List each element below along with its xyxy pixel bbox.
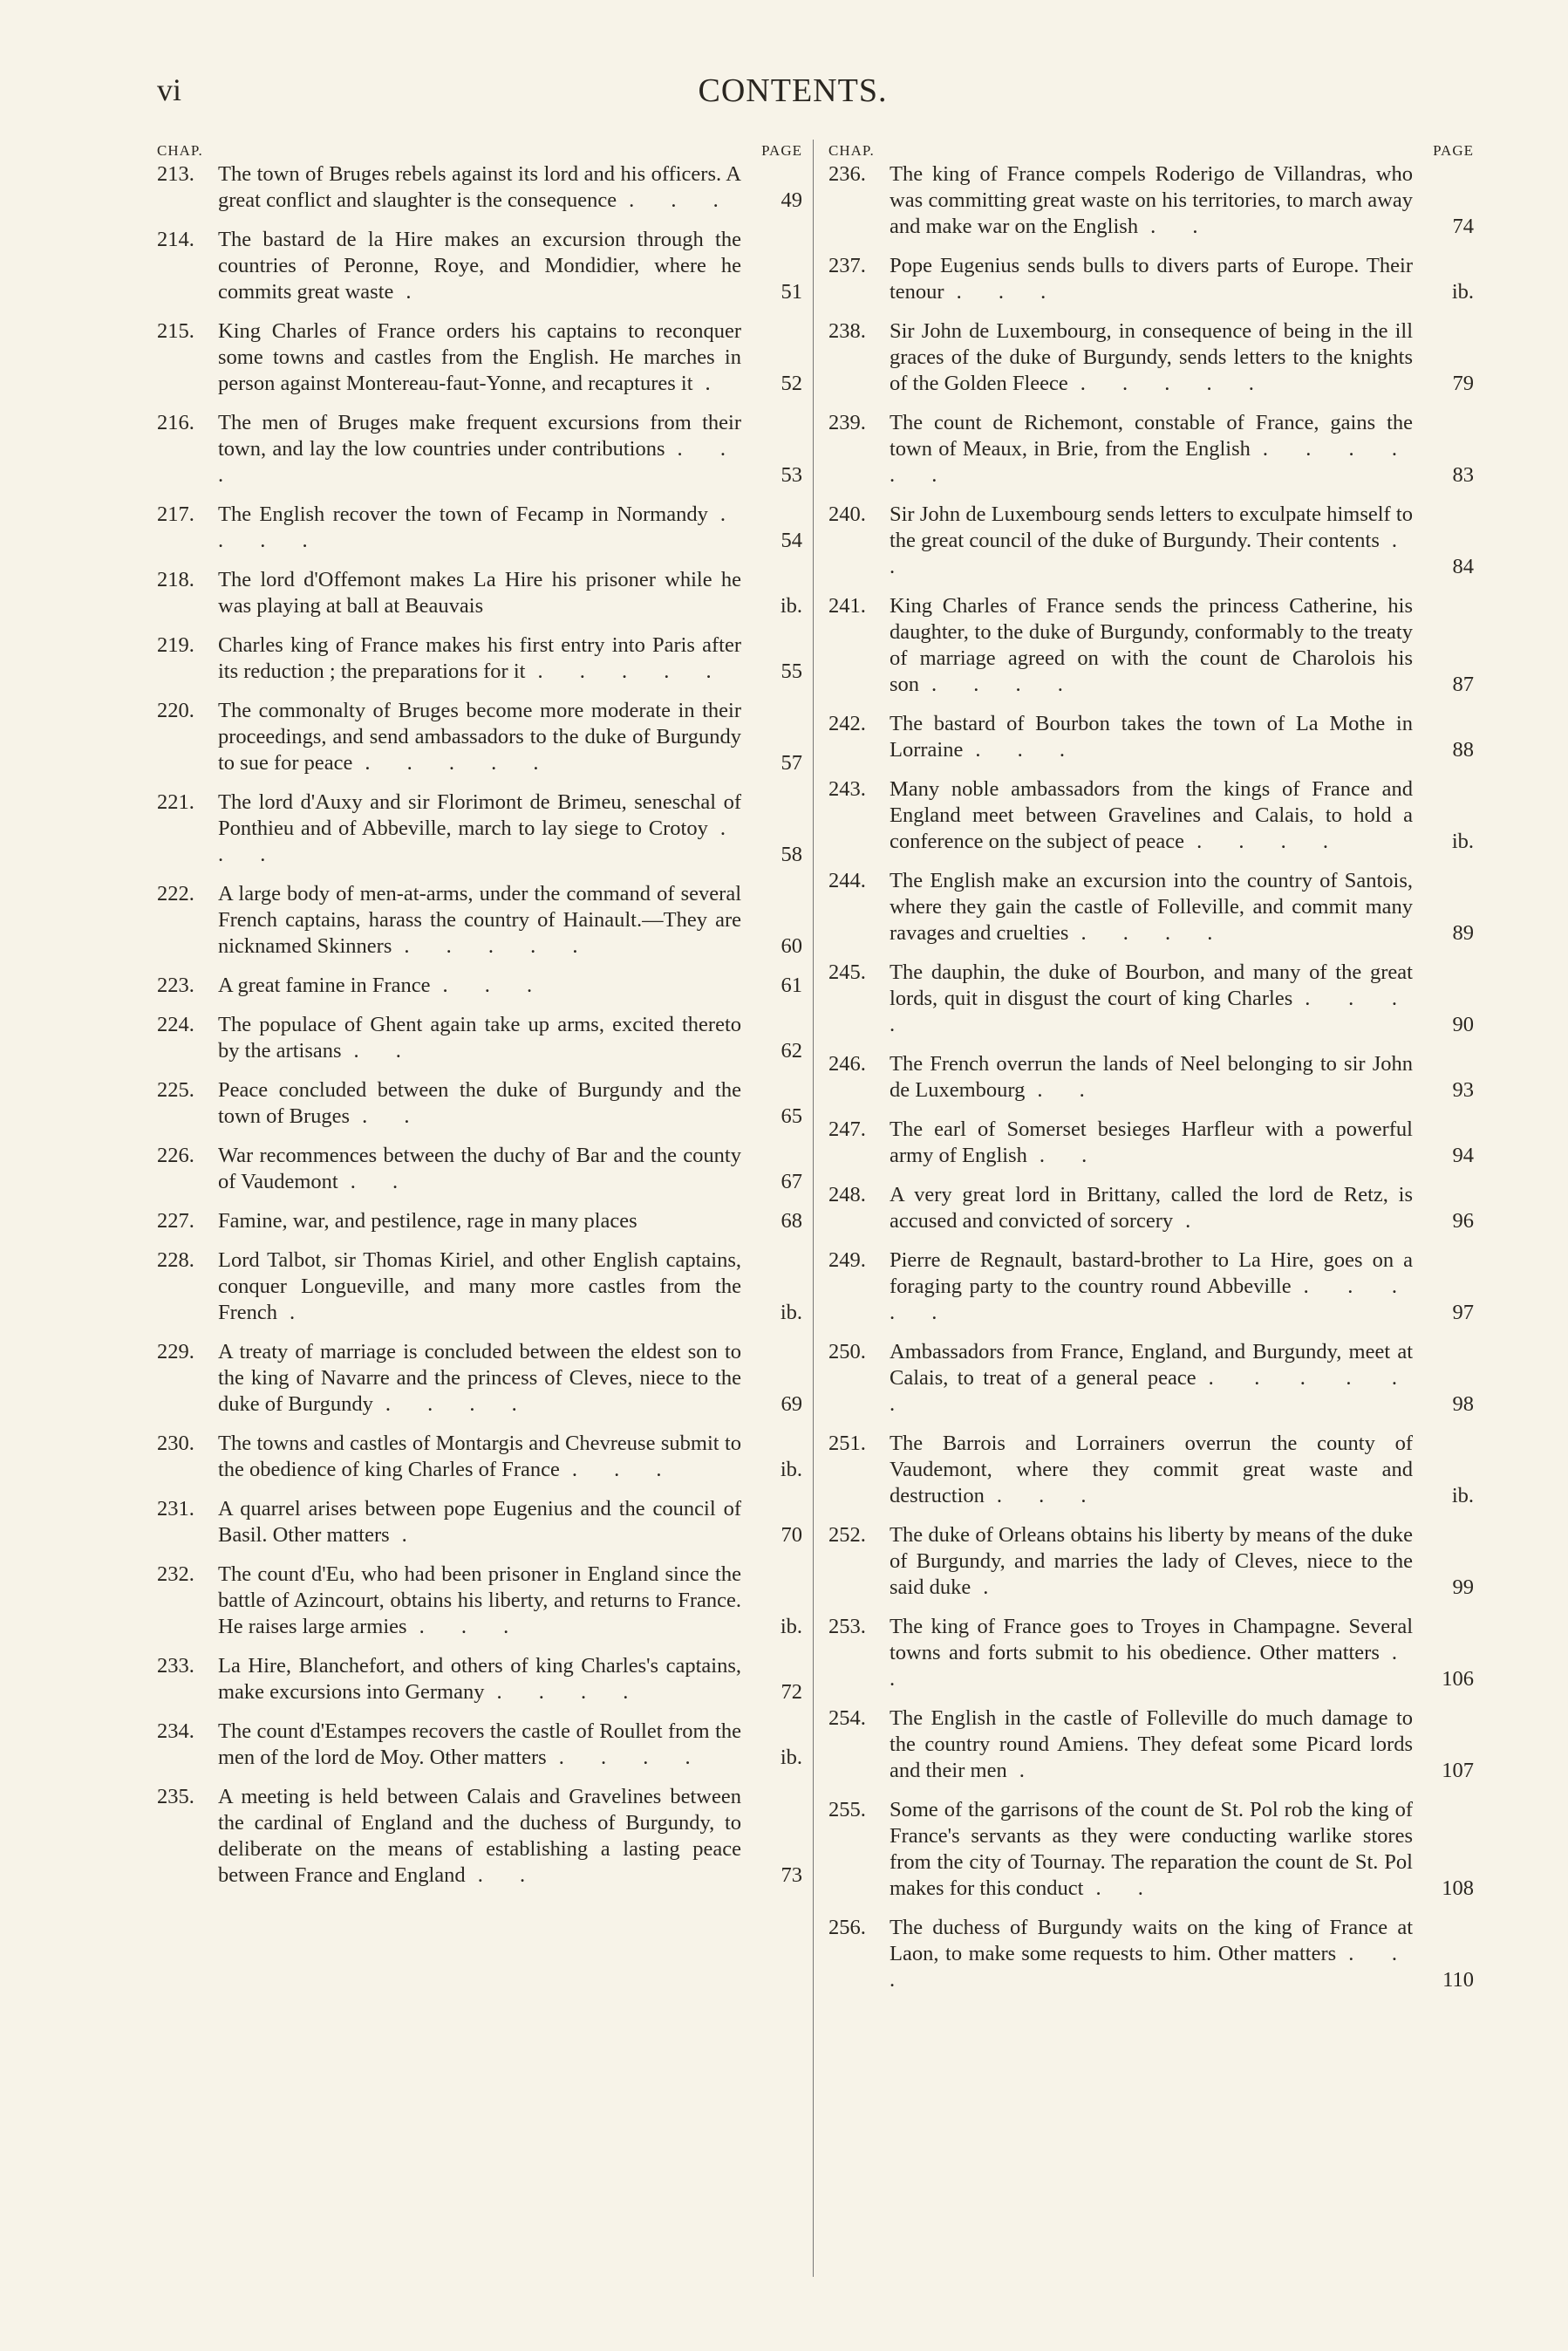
dot-leader: . — [290, 1301, 311, 1324]
page-number: 74 — [1452, 215, 1474, 238]
chapter-number: 246. — [828, 1052, 866, 1076]
chapter-title: The duke of Orleans obtains his liberty by means of the duke of Burgundy, and marries the lady of Cleves, niece to the said duke . — [890, 1523, 1413, 1599]
folio-number: vi — [157, 72, 182, 107]
dot-leader: . . . . — [890, 987, 1414, 1036]
contents-entry — [157, 1562, 802, 1640]
dot-leader: . . — [1150, 215, 1214, 238]
page-number: 69 — [781, 1392, 802, 1416]
chapter-title: The earl of Somerset besieges Harfleur with a powerful army of English . . — [890, 1117, 1413, 1167]
dot-leader: . . . — [956, 280, 1062, 304]
contents-entry — [157, 1339, 802, 1418]
contents-entry — [828, 161, 1474, 240]
chapter-number: 233. — [157, 1654, 194, 1678]
contents-entry — [828, 868, 1474, 947]
contents-entry — [828, 711, 1474, 763]
chapter-title: The towns and castles of Montargis and Chevreuse submit to the obedience of king Charles of France . . . — [218, 1432, 741, 1481]
chapter-title: The French overrun the lands of Neel belonging to sir John de Luxembourg . . — [890, 1052, 1413, 1102]
page-header — [157, 72, 1428, 115]
chapter-number: 222. — [157, 882, 194, 906]
page-number: 61 — [781, 974, 802, 997]
dot-leader: . . — [1037, 1078, 1101, 1102]
contents-entry — [828, 1051, 1474, 1104]
contents-entry — [157, 1077, 802, 1130]
chapter-number: 236. — [828, 162, 866, 186]
dot-leader: . . . . . — [1080, 372, 1270, 395]
chapter-title: The lord d'Offemont makes La Hire his prisoner while he was playing at ball at Beauvais — [218, 568, 741, 618]
dot-leader: . . . . . . — [890, 437, 1414, 487]
dot-leader: . . — [353, 1039, 417, 1063]
chapter-title: Lord Talbot, sir Thomas Kiriel, and other English captains, conquer Longueville, and many more castles from the French . — [218, 1248, 741, 1324]
dot-leader: . . — [362, 1104, 426, 1128]
chapter-title: The count de Richemont, constable of France, gains the town of Meaux, in Brie, from the English . . . . . . — [890, 411, 1414, 487]
chapter-title: The English recover the town of Fecamp in Normandy . . . . — [218, 502, 741, 552]
page-number: 94 — [1452, 1144, 1474, 1167]
chapter-number: 220. — [157, 699, 194, 722]
chapter-number: 237. — [828, 254, 866, 277]
chapter-number: 238. — [828, 319, 866, 343]
contents-entry — [157, 698, 802, 776]
chapter-title: The commonalty of Bruges become more moderate in their proceedings, and send ambassadors to the duke of Burgundy to sue for peace . . . . . — [218, 699, 741, 775]
dot-leader: . . . — [442, 974, 549, 997]
chapter-number: 245. — [828, 960, 866, 984]
chapter-title: The bastard of Bourbon takes the town of La Mothe in Lorraine . . . — [890, 712, 1413, 762]
chap-label: CHAP. — [157, 142, 203, 159]
dot-leader: . . . — [571, 1458, 678, 1481]
chapter-title: La Hire, Blanchefort, and others of king Charles's captains, make excursions into Germany . . . . — [218, 1654, 741, 1704]
contents-entry — [157, 318, 802, 397]
chapter-number: 248. — [828, 1183, 866, 1206]
dot-leader: . . — [1039, 1144, 1103, 1167]
chapter-number: 223. — [157, 974, 194, 997]
page-number: 110 — [1442, 1968, 1474, 1992]
page-number: ib. — [780, 1301, 802, 1324]
page-number: 79 — [1452, 372, 1474, 395]
chapter-title: Pierre de Regnault, bastard-brother to La Hire, goes on a foraging party to the country round Abbeville . . . . . — [890, 1248, 1413, 1324]
page-label: PAGE — [1433, 142, 1474, 159]
chapter-number: 221. — [157, 790, 194, 814]
chapter-title: The count d'Eu, who had been prisoner in England since the battle of Azincourt, obtains his liberty, and returns to France. He raises large armies . . . — [218, 1562, 741, 1638]
contents-entry — [828, 1247, 1474, 1326]
dot-leader: . — [401, 1523, 423, 1547]
page-number: 107 — [1442, 1759, 1474, 1782]
contents-entry — [157, 1431, 802, 1483]
page-number: 54 — [781, 529, 802, 552]
chapter-number: 214. — [157, 228, 194, 251]
chapter-title: Famine, war, and pestilence, rage in many places — [218, 1209, 637, 1233]
contents-entry — [828, 1117, 1474, 1169]
chapter-number: 251. — [828, 1432, 866, 1455]
page-number: 96 — [1452, 1209, 1474, 1233]
chapter-title: The English in the castle of Folleville do much damage to the country round Amiens. They defeat some Picard lords and their men . — [890, 1706, 1413, 1782]
contents-entry — [828, 1431, 1474, 1509]
contents-entry — [828, 1614, 1474, 1692]
page-number: ib. — [1451, 1484, 1474, 1507]
chapter-number: 218. — [157, 568, 194, 591]
chapter-title: Sir John de Luxembourg sends letters to exculpate himself to the great council of the duke of Burgundy. Their contents . . — [890, 502, 1413, 578]
dot-leader: . — [705, 372, 726, 395]
dot-leader: . . . . . — [537, 660, 727, 683]
contents-column-right — [828, 135, 1474, 2006]
dot-leader: . . . . — [218, 502, 741, 552]
chapter-number: 255. — [828, 1798, 866, 1821]
dot-leader: . . — [890, 1641, 1413, 1691]
dot-leader: . . . . . — [365, 751, 555, 775]
dot-leader: . . . . — [385, 1392, 533, 1416]
page-number: 53 — [781, 463, 802, 487]
chapter-number: 252. — [828, 1523, 866, 1547]
contents-entry — [828, 1522, 1474, 1601]
dot-leader: . . — [477, 1863, 542, 1887]
page-number: ib. — [780, 1458, 802, 1481]
contents-entry — [157, 1719, 802, 1771]
page-number: ib. — [1451, 280, 1474, 304]
chapter-title: A quarrel arises between pope Eugenius and the council of Basil. Other matters . — [218, 1497, 741, 1547]
dot-leader: . . . — [218, 437, 741, 487]
dot-leader: . . . . . . — [890, 1366, 1414, 1416]
contents-entry — [828, 960, 1474, 1038]
contents-column-left — [157, 135, 802, 1902]
chapter-title: Some of the garrisons of the count de St. Pol rob the king of France's servants as they were conducting warlike stores from the city of Tournay. The reparation the count de St. Pol makes for this conduct . . — [890, 1798, 1413, 1900]
page-number: 108 — [1442, 1876, 1474, 1900]
dot-leader: . . . . — [496, 1680, 644, 1704]
chapter-number: 254. — [828, 1706, 866, 1730]
contents-entry — [828, 1339, 1474, 1418]
page-number: ib. — [780, 1615, 802, 1638]
chapter-number: 239. — [828, 411, 866, 434]
chapter-title: A meeting is held between Calais and Gravelines between the cardinal of England and the duchess of Burgundy, to deliberate on the means of establishing a lasting peace between France and England . . — [218, 1785, 741, 1887]
dot-leader: . . . . — [931, 673, 1079, 696]
dot-leader: . . . . — [1081, 921, 1229, 945]
dot-leader: . . . . . — [404, 934, 594, 958]
dot-leader: . — [1019, 1759, 1040, 1782]
contents-entry — [828, 1182, 1474, 1234]
chapter-title: Many noble ambassadors from the kings of France and England meet between Gravelines and Calais, to hold a conference on the subject of peace . . . . — [890, 777, 1413, 853]
page-number: 99 — [1452, 1575, 1474, 1599]
page-number: 88 — [1452, 738, 1474, 762]
page-number: 55 — [781, 660, 802, 683]
chapter-number: 231. — [157, 1497, 194, 1521]
column-divider — [813, 140, 814, 2277]
contents-entry — [157, 1012, 802, 1064]
chapter-number: 240. — [828, 502, 866, 526]
page-number: 97 — [1452, 1301, 1474, 1324]
chapter-title: A large body of men-at-arms, under the command of several French captains, harass the country of Hainault.—They are nicknamed Skinners . . . . . — [218, 882, 741, 958]
contents-entry — [157, 1496, 802, 1548]
dot-leader: . — [1185, 1209, 1207, 1233]
page-number: 70 — [781, 1523, 802, 1547]
chapter-title: The town of Bruges rebels against its lord and his officers. A great conflict and slaughter is the consequence . . . — [218, 162, 741, 212]
page-label: PAGE — [761, 142, 802, 159]
chapter-number: 219. — [157, 633, 194, 657]
chapter-title: Charles king of France makes his first entry into Paris after its reduction ; the preparations for it . . . . . — [218, 633, 741, 683]
page-number: 60 — [781, 934, 802, 958]
chapter-title: Sir John de Luxembourg, in consequence of being in the ill graces of the duke of Burgundy, sends letters to the knights of the Golden Fleece . . . . . — [890, 319, 1413, 395]
chapter-number: 216. — [157, 411, 194, 434]
chapter-title: Ambassadors from France, England, and Burgundy, meet at Calais, to treat of a general peace . . . . . . — [890, 1340, 1414, 1416]
chapter-number: 229. — [157, 1340, 194, 1363]
contents-entry — [157, 881, 802, 960]
contents-entry — [157, 410, 802, 489]
column-heading — [157, 135, 802, 161]
chapter-number: 228. — [157, 1248, 194, 1272]
page-number: 65 — [781, 1104, 802, 1128]
dot-leader: . . . — [629, 188, 734, 212]
chapter-title: King Charles of France orders his captains to reconquer some towns and castles from the English. He marches in person against Montereau-faut-Yonne, and recaptures it . — [218, 319, 741, 395]
chapter-number: 226. — [157, 1144, 194, 1167]
page-number: 89 — [1452, 921, 1474, 945]
chapter-number: 225. — [157, 1078, 194, 1102]
chapter-title: A very great lord in Brittany, called the lord de Retz, is accused and convicted of sorcery . — [890, 1183, 1413, 1233]
dot-leader: . — [406, 280, 427, 304]
chapter-number: 217. — [157, 502, 194, 526]
page-number: ib. — [780, 594, 802, 618]
chapter-title: The king of France goes to Troyes in Champagne. Several towns and forts submit to his obedience. Other matters . . — [890, 1615, 1413, 1691]
contents-entry — [157, 227, 802, 305]
page-number: 58 — [781, 843, 802, 866]
chapter-number: 235. — [157, 1785, 194, 1808]
chapter-title: The Barrois and Lorrainers overrun the county of Vaudemont, where they commit great waste and destruction . . . — [890, 1432, 1413, 1507]
contents-entry — [157, 1653, 802, 1705]
chapter-title: A treaty of marriage is concluded between the eldest son to the king of Navarre and the princess of Cleves, niece to the duke of Burgundy . . . . — [218, 1340, 741, 1416]
chapter-title: The dauphin, the duke of Bourbon, and many of the great lords, quit in disgust the court of king Charles . . . . — [890, 960, 1414, 1036]
contents-entry — [157, 632, 802, 685]
chapter-title: The count d'Estampes recovers the castle of Roullet from the men of the lord de Moy. Other matters . . . . — [218, 1719, 741, 1769]
contents-entry — [157, 789, 802, 868]
contents-entry — [828, 1705, 1474, 1784]
contents-entry — [828, 1915, 1474, 1993]
contents-entry — [157, 1784, 802, 1889]
chapter-number: 249. — [828, 1248, 866, 1272]
chapter-title: The lord d'Auxy and sir Florimont de Brimeu, seneschal of Ponthieu and of Abbeville, march to lay siege to Crotoy . . . — [218, 790, 741, 866]
chapter-number: 227. — [157, 1209, 194, 1233]
contents-entry — [157, 502, 802, 554]
running-title: CONTENTS. — [698, 72, 888, 109]
contents-entry — [828, 1797, 1474, 1902]
chapter-title: The duchess of Burgundy waits on the king of France at Laon, to make some requests to him. Other matters . . . — [890, 1916, 1413, 1992]
contents-entry — [828, 502, 1474, 580]
chapter-title: Peace concluded between the duke of Burgundy and the town of Bruges . . — [218, 1078, 741, 1128]
chapter-title: King Charles of France sends the princess Catherine, his daughter, to the duke of Burgundy, conformably to the treaty of marriage agreed on with the count de Charolois his son . . . . — [890, 594, 1413, 696]
page-number: 98 — [1452, 1392, 1474, 1416]
dot-leader: . . — [890, 529, 1413, 578]
contents-entry — [157, 161, 802, 214]
chapter-number: 224. — [157, 1013, 194, 1036]
page-number: 87 — [1452, 673, 1474, 696]
contents-entry — [157, 1143, 802, 1195]
contents-entry — [157, 1208, 802, 1234]
dot-leader: . . . . — [558, 1746, 706, 1769]
chapter-number: 243. — [828, 777, 866, 801]
page-number: 52 — [781, 372, 802, 395]
page-number: 72 — [781, 1680, 802, 1704]
page-number: 62 — [781, 1039, 802, 1063]
chapter-title: The men of Bruges make frequent excursions from their town, and lay the low countries under contributions . . . — [218, 411, 741, 487]
page-number: ib. — [1451, 830, 1474, 853]
chapter-title: The English make an excursion into the country of Santois, where they gain the castle of Folleville, and commit many ravages and cruelties . . . . — [890, 869, 1413, 945]
dot-leader: . . . . . — [890, 1275, 1413, 1324]
dot-leader: . . . — [975, 738, 1081, 762]
page-number: 83 — [1452, 463, 1474, 487]
dot-leader: . . . — [419, 1615, 525, 1638]
dot-leader: . . . — [218, 817, 741, 866]
chapter-title: Pope Eugenius sends bulls to divers parts of Europe. Their tenour . . . — [890, 254, 1413, 304]
page-number: 73 — [781, 1863, 802, 1887]
chapter-title: The populace of Ghent again take up arms, excited thereto by the artisans . . — [218, 1013, 741, 1063]
contents-entry — [157, 1247, 802, 1326]
page-number: 57 — [781, 751, 802, 775]
chapter-title: War recommences between the duchy of Bar and the county of Vaudemont . . — [218, 1144, 741, 1193]
page-number: ib. — [780, 1746, 802, 1769]
chapter-number: 256. — [828, 1916, 866, 1939]
dot-leader: . . . — [996, 1484, 1102, 1507]
chapter-number: 250. — [828, 1340, 866, 1363]
page-number: 67 — [781, 1170, 802, 1193]
dot-leader: . . . . — [1196, 830, 1344, 853]
chapter-title: A great famine in France . . . — [218, 974, 549, 997]
chapter-number: 241. — [828, 594, 866, 618]
page-number: 90 — [1452, 1013, 1474, 1036]
contents-entry — [828, 776, 1474, 855]
contents-entry — [828, 253, 1474, 305]
chapter-number: 230. — [157, 1432, 194, 1455]
chapter-number: 215. — [157, 319, 194, 343]
contents-entry — [828, 593, 1474, 698]
dot-leader: . . . — [890, 1942, 1413, 1992]
chapter-number: 253. — [828, 1615, 866, 1638]
dot-leader: . — [983, 1575, 1005, 1599]
page-number: 68 — [781, 1209, 802, 1233]
page-number: 51 — [781, 280, 802, 304]
page-number: 106 — [1442, 1667, 1474, 1691]
chapter-number: 242. — [828, 712, 866, 735]
dot-leader: . . — [350, 1170, 414, 1193]
column-heading — [828, 135, 1474, 161]
chapter-number: 213. — [157, 162, 194, 186]
chapter-number: 247. — [828, 1117, 866, 1141]
chapter-number: 244. — [828, 869, 866, 892]
page-number: 93 — [1452, 1078, 1474, 1102]
chapter-title: The bastard de la Hire makes an excursion through the countries of Peronne, Roye, and Mondidier, where he commits great waste . — [218, 228, 741, 304]
page-number: 49 — [781, 188, 802, 212]
page-number: 84 — [1452, 555, 1474, 578]
contents-entry — [828, 410, 1474, 489]
chap-label: CHAP. — [828, 142, 875, 159]
chapter-title: The king of France compels Roderigo de Villandras, who was committing great waste on his territories, to march away and make war on the English . . — [890, 162, 1413, 238]
contents-entry — [157, 973, 802, 999]
contents-entry — [157, 567, 802, 619]
dot-leader: . . — [1095, 1876, 1159, 1900]
chapter-number: 234. — [157, 1719, 194, 1743]
chapter-number: 232. — [157, 1562, 194, 1586]
contents-entry — [828, 318, 1474, 397]
